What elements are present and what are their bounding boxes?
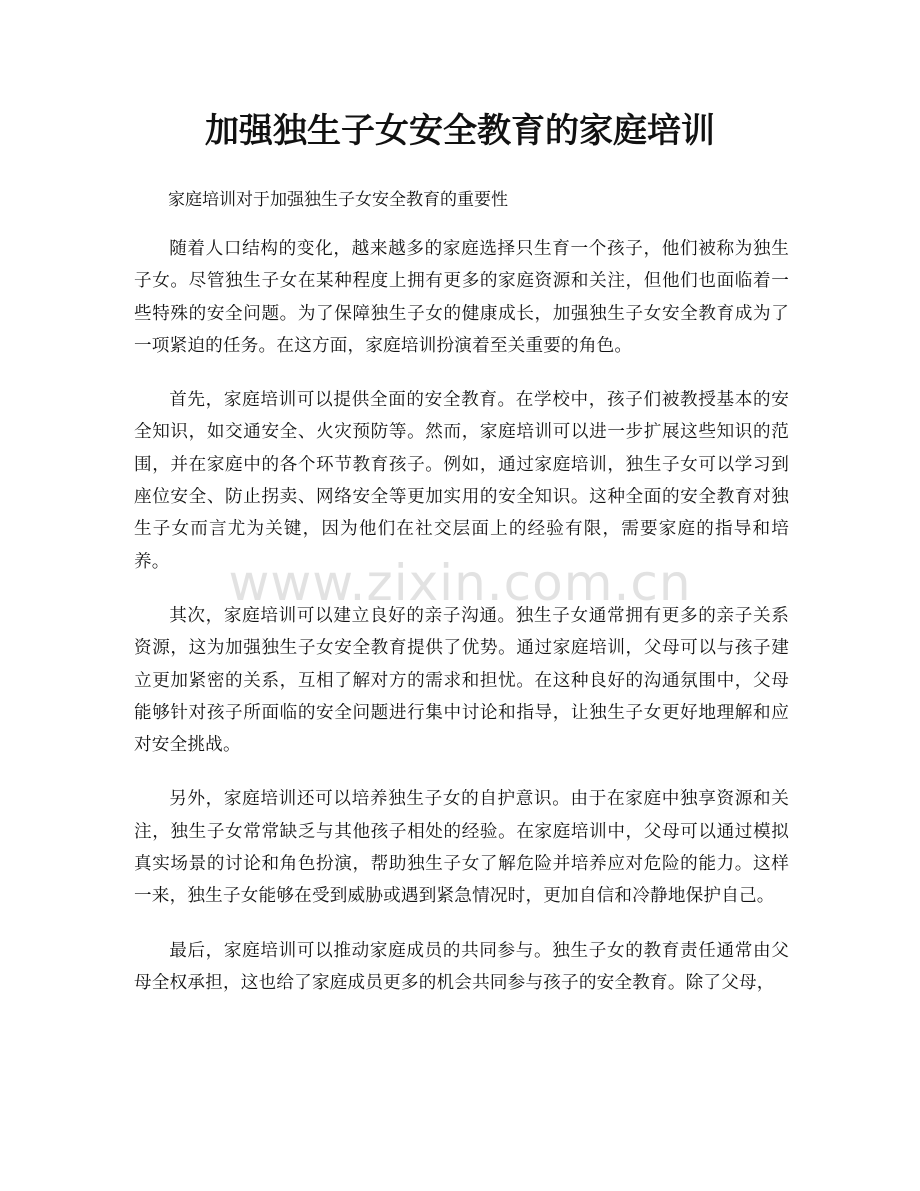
- watermark: www.zixin.com.cn: [228, 554, 692, 612]
- paragraph-third: 另外，家庭培训还可以培养独生子女的自护意识。由于在家庭中独享资源和关注，独生子女常常缺乏与其他孩子相处的经验。在家庭培训中，父母可以通过模拟真实场景的讨论和角色扮演，帮助独生子女了解危险并培养应对危险的能力。这样一来，独生子女能够在受到威胁或遇到紧急情况时，更加自信和冷静地保护自己。: [134, 789, 789, 907]
- document-body: [134, 233, 789, 1021]
- paragraph-first: 首先，家庭培训可以提供全面的安全教育。在学校中，孩子们被教授基本的安全知识，如交通安全、火灾预防等。然而，家庭培训可以进一步扩展这些知识的范围，并在家庭中的各个环节教育孩子。例如，通过家庭培训，独生子女可以学习到座位安全、防止拐卖、网络安全等更加实用的安全知识。这种全面的安全教育对独生子女而言尤为关键，因为他们在社交层面上的经验有限，需要家庭的指导和培养。: [134, 390, 789, 572]
- paragraph-second: 其次，家庭培训可以建立良好的亲子沟通。独生子女通常拥有更多的亲子关系资源，这为加强独生子女安全教育提供了优势。通过家庭培训，父母可以与孩子建立更加紧密的关系，互相了解对方的需求和担忧。在这种良好的沟通氛围中，父母能够针对孩子所面临的安全问题进行集中讨论和指导，让独生子女更好地理解和应对安全挑战。: [134, 605, 789, 756]
- page-title: 加强独生子女安全教育的家庭培训: [205, 111, 715, 151]
- paragraph-last: 最后，家庭培训可以推动家庭成员的共同参与。独生子女的教育责任通常由父母全权承担，这也给了家庭成员更多的机会共同参与孩子的安全教育。除了父母，: [134, 940, 789, 993]
- section-subtitle: 家庭培训对于加强独生子女安全教育的重要性: [168, 190, 508, 210]
- paragraph-intro: 随着人口结构的变化，越来越多的家庭选择只生育一个孩子，他们被称为独生子女。尽管独生子女在某种程度上拥有更多的家庭资源和关注，但他们也面临着一些特殊的安全问题。为了保障独生子女的健康成长，加强独生子女安全教育成为了一项紧迫的任务。在这方面，家庭培训扮演着至关重要的角色。: [134, 239, 789, 356]
